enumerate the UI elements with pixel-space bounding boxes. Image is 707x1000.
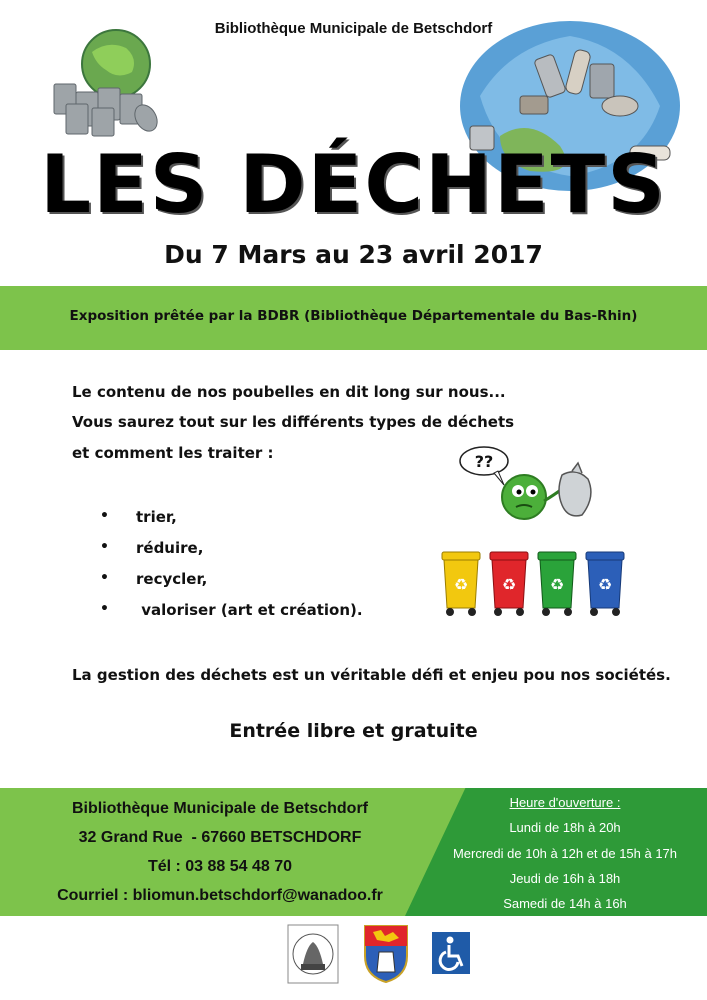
exhibition-band	[0, 286, 707, 350]
intro-line: et comment les traiter :	[72, 444, 274, 462]
bullet-icon: •	[100, 570, 109, 586]
list-item-label: trier,	[136, 508, 177, 526]
svg-text:♻: ♻	[501, 575, 517, 594]
main-title: LES DÉCHETS	[40, 138, 667, 231]
library-name-header: Bibliothèque Municipale de Betschdorf	[214, 20, 493, 37]
list-item-label: réduire,	[136, 539, 204, 557]
intro-line: Le contenu de nos poubelles en dit long sur nous...	[72, 383, 506, 401]
list-item	[100, 570, 363, 601]
entry-notice: Entrée libre et gratuite	[229, 720, 478, 742]
crest-icon	[361, 924, 411, 984]
exhibition-dates: Du 7 Mars au 23 avril 2017	[164, 240, 543, 269]
hours-line: Samedi de 14h à 16h	[503, 896, 627, 911]
list-item	[100, 539, 363, 570]
globe-trash-illustration	[48, 22, 168, 140]
svg-text:♻: ♻	[549, 575, 565, 594]
recycling-bins-icon	[440, 548, 630, 618]
question-bubble-text: ??	[474, 452, 494, 471]
accessibility-icon	[432, 932, 470, 974]
intro-line: Vous saurez tout sur les différents types de déchets	[72, 413, 515, 431]
recycle-mascot-icon	[458, 445, 608, 525]
list-item-label: valoriser (art et création).	[136, 601, 363, 619]
list-item	[100, 601, 363, 632]
action-list	[100, 508, 363, 632]
exhibition-lender: Exposition prêtée par la BDBR (Bibliothèque Départementale du Bas-Rhin)	[69, 308, 638, 324]
footer-email: Courriel : bliomun.betschdorf@wanadoo.fr	[57, 887, 383, 904]
footer-address: 32 Grand Rue - 67660 BETSCHDORF	[78, 829, 362, 846]
hours-title: Heure d'ouverture :	[509, 795, 621, 810]
footer-phone: Tél : 03 88 54 48 70	[147, 858, 293, 875]
library-logo-icon	[287, 924, 339, 984]
hours-line: Jeudi de 16h à 18h	[509, 871, 621, 886]
svg-text:♻: ♻	[597, 575, 613, 594]
bullet-icon: •	[100, 539, 109, 555]
challenge-statement: La gestion des déchets est un véritable défi et enjeu pou nos sociétés.	[72, 666, 671, 684]
hours-line: Mercredi de 10h à 12h et de 15h à 17h	[452, 846, 678, 861]
bullet-icon: •	[100, 508, 109, 524]
bullet-icon: •	[100, 601, 109, 617]
hours-line: Lundi de 18h à 20h	[509, 820, 621, 835]
svg-text:♻: ♻	[453, 575, 469, 594]
footer-library-name: Bibliothèque Municipale de Betschdorf	[71, 800, 369, 817]
list-item	[100, 508, 363, 539]
list-item-label: recycler,	[136, 570, 208, 588]
